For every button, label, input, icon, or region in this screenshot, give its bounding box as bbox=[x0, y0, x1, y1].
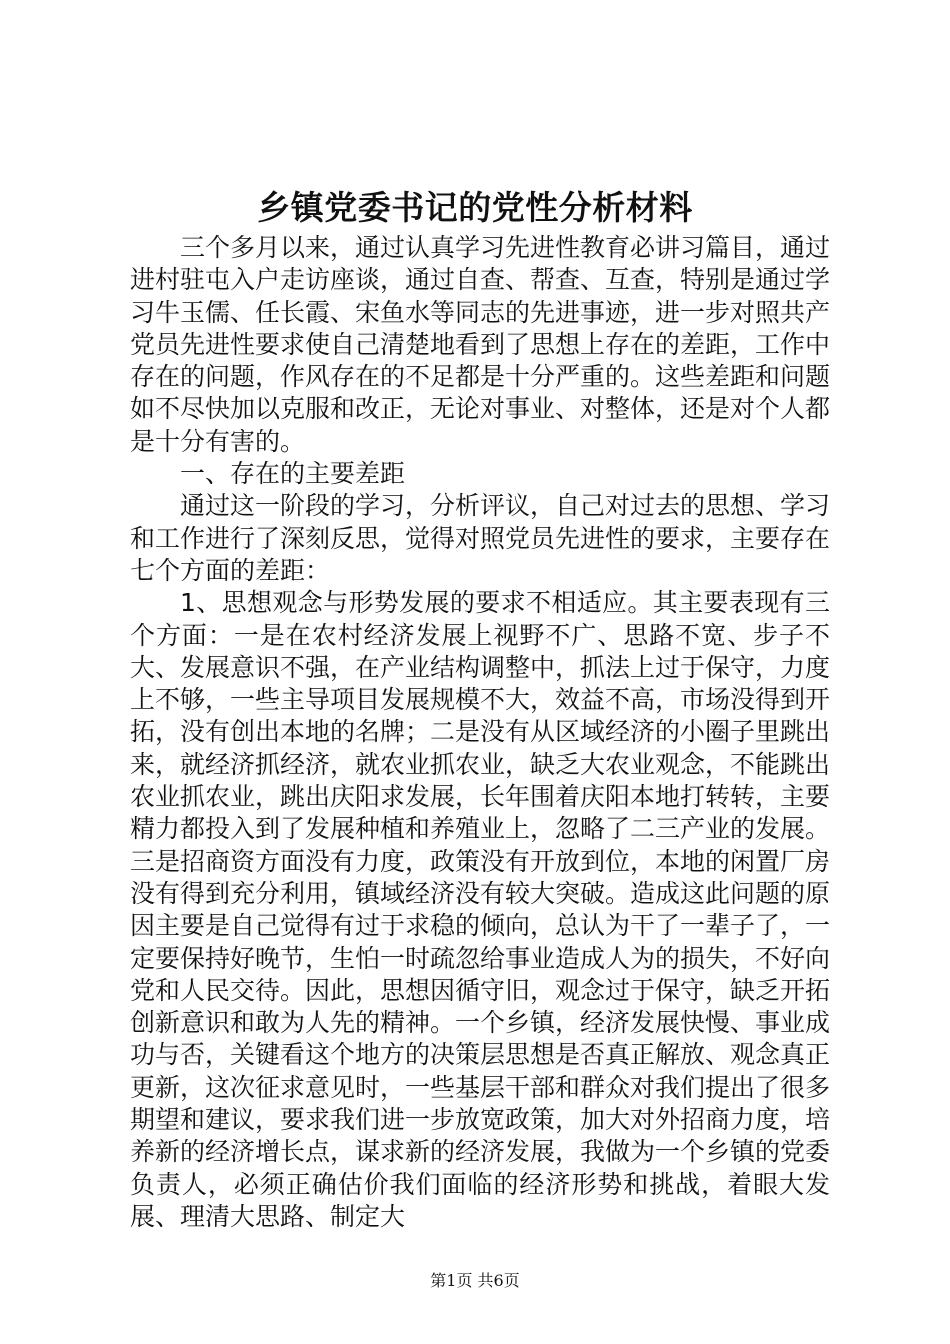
item-lead: 1、思想观念与形势发展的要求不相适应。 bbox=[180, 588, 653, 618]
item-paragraph bbox=[130, 587, 830, 1233]
document-body bbox=[130, 232, 830, 1233]
item-body: 其主要表现有三个方面：一是在农村经济发展上视野不广、思路不宽、步子不大、发展意识不强，在产业结构调整中，抓法上过于保守，力度上不够，一些主导项目发展规模不大，效益不高，市场没得到开拓，没有创出本地的名牌；二是没有从区域经济的小圈子里跳出来，就经济抓经济，就农业抓农业，缺乏大农业观念，不能跳出农业抓农业，跳出庆阳求发展，长年围着庆阳本地打转转，主要精力都投入到了发展种植和养殖业上，忽略了二三产业的发展。三是招商资方面没有力度，政策没有开放到位，本地的闲置厂房没有得到充分利用，镇域经济没有较大突破。造成这此问题的原因主要是自己觉得有过于求稳的倾向，总认为干了一辈子了，一定要保持好晚节，生怕一时疏忽给事业造成人为的损失，不好向党和人民交待。因此，思想因循守旧，观念过于保守，缺乏开拓创新意识和敢为人先的精神。一个乡镇，经济发展快慢、事业成功与否，关键看这个地方的决策层思想是否真正解放、观念真正更新，这次征求意见时，一些基层干部和群众对我们提出了很多期望和建议，要求我们进一步放宽政策，加大对外招商力度，培养新的经济增长点，谋求新的经济发展，我做为一个乡镇的党委负责人，必须正确估价我们面临的经济形势和挑战，着眼大发展、理清大思路、制定大 bbox=[130, 588, 831, 1231]
document-title: 乡镇党委书记的党性分析材料 bbox=[257, 188, 693, 227]
page-footer: 第1页 共6页 bbox=[430, 1271, 520, 1290]
section-intro-paragraph: 通过这一阶段的学习，分析评议，自己对过去的思想、学习和工作进行了深刻反思，觉得对照党员先进性的要求，主要存在七个方面的差距： bbox=[130, 491, 831, 585]
section-heading: 一、存在的主要差距 bbox=[180, 459, 406, 489]
intro-paragraph: 三个多月以来，通过认真学习先进性教育必讲习篇目，通过进村驻屯入户走访座谈，通过自查、帮查、互查，特别是通过学习牛玉儒、任长霞、宋鱼水等同志的先进事迹，进一步对照共产党员先进性要求使自己清楚地看到了思想上存在的差距，工作中存在的问题，作风存在的不足都是十分严重的。这些差距和问题如不尽快加以克服和改正，无论对事业、对整体，还是对个人都是十分有害的。 bbox=[130, 233, 831, 456]
